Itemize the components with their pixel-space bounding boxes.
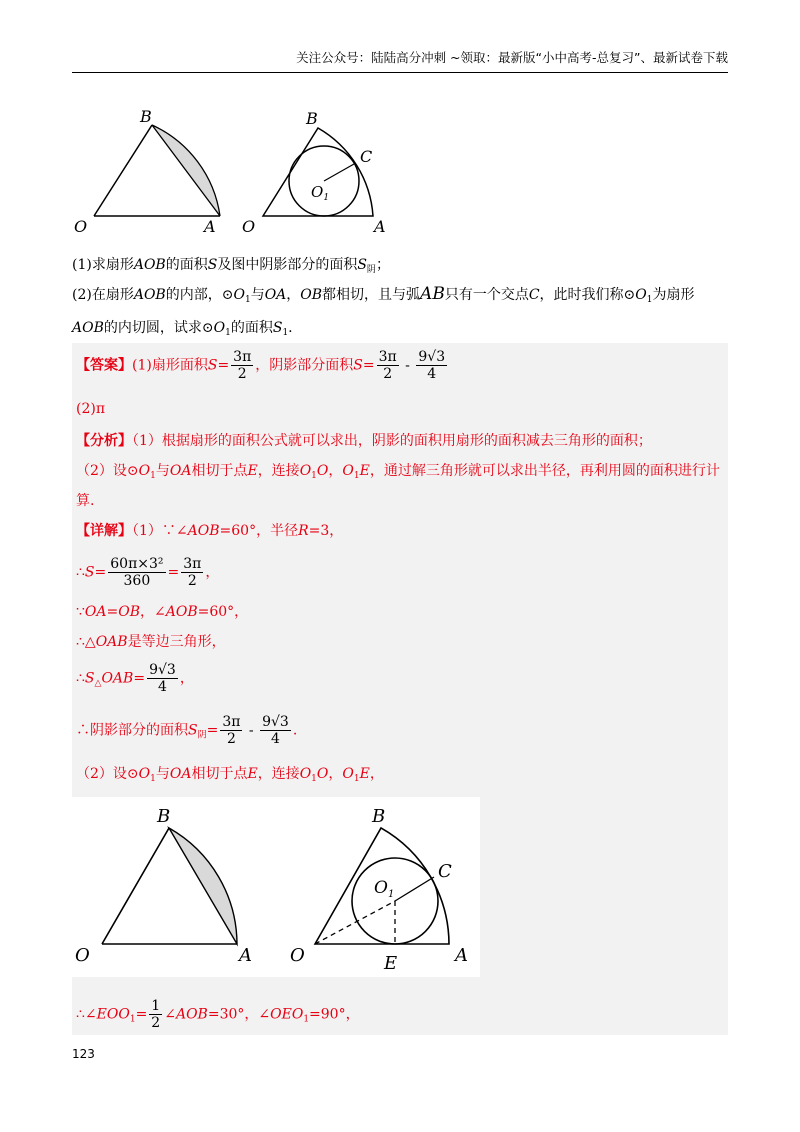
label-c: C — [438, 861, 452, 882]
label-o1: $O_1$ — [311, 183, 330, 203]
detail-line-6: ∴阴影部分的面积$S_阴=$ $\frac{3\pi}{2}$ - $\frac{9√3}{4}$ . — [76, 714, 298, 747]
label-o: O — [242, 217, 256, 236]
bottom-left-figure — [75, 806, 252, 966]
answer-line-2: (2)π — [76, 401, 106, 417]
label-c: C — [360, 147, 373, 166]
detail-line-2: ∴S= $\frac{\text{60π×3²}}{360}$ = $\frac{3\pi}{2}$ ， — [76, 556, 220, 589]
detail-line-7: （2）设$⊙O_1$与OA相切于点E，连接$O_1O$，$O_1E$， — [76, 766, 384, 784]
shaded-segment — [169, 828, 237, 944]
detail-line-5: $\therefore S_\triangle OAB=$ $\frac{9√3}{4}$ ， — [76, 662, 194, 695]
label-a: A — [374, 217, 386, 236]
label-o: O — [75, 945, 90, 966]
label-o1: $O_1$ — [374, 878, 395, 900]
radius-o1c — [395, 877, 434, 901]
label-a: A — [204, 217, 216, 236]
label-b: B — [372, 806, 386, 827]
side-ob — [94, 125, 152, 216]
bottom-figures — [72, 797, 480, 977]
label-a: A — [455, 945, 468, 966]
page-number: 123 — [72, 1047, 95, 1061]
top-figures — [68, 104, 428, 244]
question-3: AOB的内切圆，试求$⊙O_1$的面积$S_1$. — [72, 320, 293, 338]
bottom-right-figure — [290, 806, 468, 974]
header-text: 关注公众号：陆陆高分冲刺 ~领取：最新版“小中高考-总复习”、最新试卷下载 — [296, 50, 728, 65]
top-right-figure — [242, 109, 386, 236]
page-header — [72, 48, 728, 73]
question-2: (2)在扇形AOB的内部，$⊙O_1$与OA，OB都相切，且与弧AB只有一个交点C，此时我们称$⊙O_1$为扇形 — [72, 284, 695, 305]
label-b: B — [306, 109, 318, 128]
detail-line-1: 【详解】（1）∵∠AOB=60°，半径R=3， — [76, 523, 344, 539]
analysis-line-2: （2）设$⊙O_1$与OA相切于点E，连接$O_1O$，$O_1E$，通过解三角形就可以求出半径，再利用圆的面积进行计 — [76, 463, 720, 481]
shaded-segment — [152, 125, 220, 216]
detail-line-4: ∴△OAB是等边三角形， — [76, 634, 226, 650]
answer-line-1: 【答案】(1)扇形面积S= $\frac{3\pi}{2}$ ，阴影部分面积S= $\frac{3\pi}{2}$ - $\frac{9√3}{4}$ — [76, 349, 446, 382]
label-b: B — [157, 806, 171, 827]
side-ob — [102, 828, 169, 944]
analysis-line-3: 算. — [76, 493, 95, 509]
sector-outline — [263, 128, 373, 216]
radius-o1c — [324, 164, 354, 181]
question-1: (1)求扇形AOB的面积S及图中阴影部分的面积$S_阴$； — [72, 257, 390, 275]
top-left-figure — [74, 107, 220, 236]
label-b: B — [140, 107, 152, 126]
analysis-line-1: 【分析】（1）根据扇形的面积公式就可以求出，阴影的面积用扇形的面积减去三角形的面积； — [76, 433, 652, 449]
label-a: A — [239, 945, 252, 966]
label-o: O — [290, 945, 305, 966]
detail-line-3: ∵OA=OB，∠AOB=60°， — [76, 604, 249, 620]
label-o: O — [74, 217, 88, 236]
label-e: E — [384, 953, 398, 974]
detail-line-8: $\therefore\angle EOO_1=$ $\frac{1}{2}$ ∠AOB=30°，$\angle OEO_1=90^\circ$， — [76, 998, 360, 1031]
